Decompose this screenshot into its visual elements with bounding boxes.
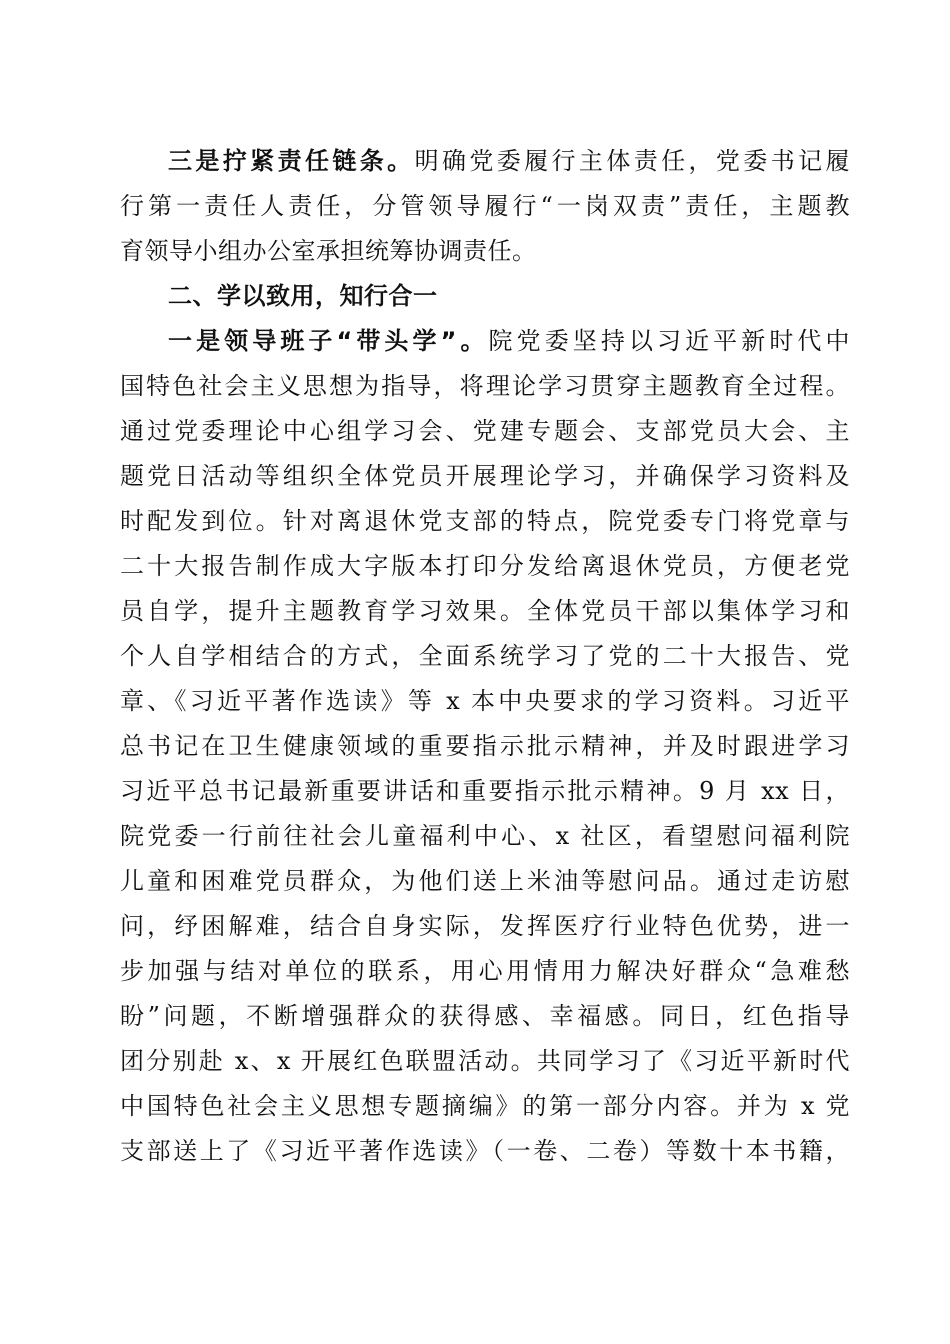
paragraph-2-lead: 一是领导班子“带头学”。	[168, 327, 489, 355]
paragraph-2-line-7: 员自学，提升主题教育学习效果。全体党员干部以集体学习和	[120, 597, 850, 625]
paragraph-2-line-10: 总书记在卫生健康领域的重要指示批示精神，并及时跟进学习	[120, 732, 850, 760]
paragraph-2-line-4: 题党日活动等组织全体党员开展理论学习，并确保学习资料及	[120, 462, 850, 490]
paragraph-1-line-3: 育领导小组办公室承担统筹协调责任。	[120, 237, 537, 265]
paragraph-2-line-16: 盼”问题，不断增强群众的获得感、幸福感。同日，红色指导	[120, 1002, 850, 1030]
paragraph-1-lead: 三是拧紧责任链条。	[168, 147, 415, 175]
paragraph-2-line-2: 国特色社会主义思想为指导，将理论学习贯穿主题教育全过程。	[120, 372, 850, 400]
paragraph-2-line-6: 二十大报告制作成大字版本打印分发给离退休党员，方便老党	[120, 552, 850, 580]
section-heading: 二、学以致用，知行合一	[168, 282, 438, 310]
paragraph-2-line-15: 步加强与结对单位的联系，用心用情用力解决好群众“急难愁	[120, 957, 850, 985]
paragraph-2-line-14: 问，纾困解难，结合自身实际，发挥医疗行业特色优势，进一	[120, 912, 850, 940]
paragraph-2-line-12: 院党委一行前往社会儿童福利中心、x 社区，看望慰问福利院	[120, 822, 850, 850]
paragraph-1-line-2: 行第一责任人责任，分管领导履行“一岗双责”责任，主题教	[120, 192, 850, 220]
paragraph-1-line-1	[168, 139, 850, 183]
paragraph-2-line-17: 团分别赴 x、x 开展红色联盟活动。共同学习了《习近平新时代	[120, 1047, 850, 1075]
paragraph-2-line-8: 个人自学相结合的方式，全面系统学习了党的二十大报告、党	[120, 642, 850, 670]
paragraph-1-line-1-text: 明确党委履行主体责任，党委书记履	[414, 147, 850, 175]
paragraph-2-line-1	[168, 319, 850, 363]
paragraph-2-line-5: 时配发到位。针对离退休党支部的特点，院党委专门将党章与	[120, 507, 850, 535]
paragraph-2-line-18: 中国特色社会主义思想专题摘编》的第一部分内容。并为 x 党	[120, 1092, 850, 1120]
paragraph-2-line-13: 儿童和困难党员群众，为他们送上米油等慰问品。通过走访慰	[120, 867, 850, 895]
paragraph-2-line-19: 支部送上了《习近平著作选读》（一卷、二卷）等数十本书籍，	[120, 1137, 850, 1165]
paragraph-2-line-3: 通过党委理论中心组学习会、党建专题会、支部党员大会、主	[120, 417, 850, 445]
paragraph-2-line-1-text: 院党委坚持以习近平新时代中	[488, 327, 850, 355]
paragraph-2-line-11: 习近平总书记最新重要讲话和重要指示批示精神。9 月 xx 日，	[120, 777, 850, 805]
paragraph-2-line-9: 章、《习近平著作选读》等 x 本中央要求的学习资料。习近平	[120, 687, 850, 715]
